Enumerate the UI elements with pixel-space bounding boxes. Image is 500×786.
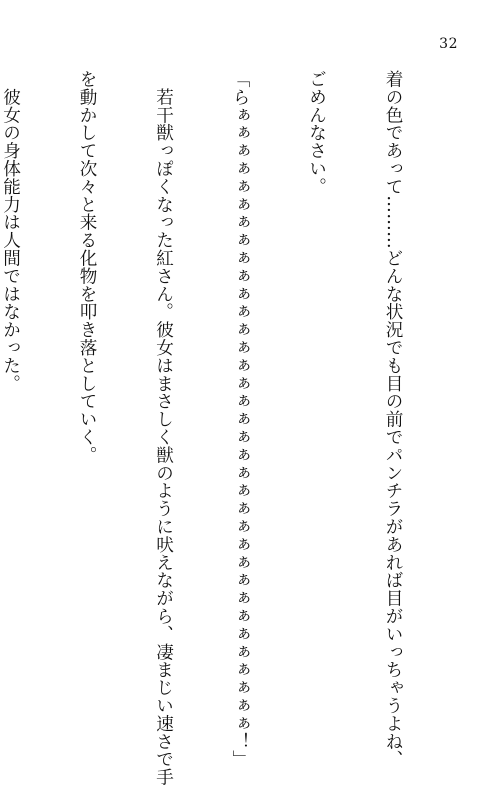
text-line: を動かして次々と来る化物を叩き落としていく。 <box>77 70 97 464</box>
page-number: 32 <box>439 36 458 52</box>
text-line: 若干獣っぽくなった紅さん。彼女はまさしく獣のように吠えながら、凄まじい速さで手 <box>153 70 174 786</box>
text-line: 着の色であって………どんな状況でも目の前でパンチラがあれば目がいっちゃうよね、 <box>383 70 403 769</box>
text-line: ごめんなさい。 <box>306 70 327 196</box>
dialogue-line: 「らぁぁぁぁぁぁぁぁぁぁぁぁぁぁぁぁぁぁぁぁぁぁぁぁぁぁぁぁぁぁぁぁぁぁぁ！」 <box>230 70 250 769</box>
text-line: 彼女の身体能力は人間ではなかった。 <box>0 70 21 393</box>
body-text <box>0 70 456 786</box>
